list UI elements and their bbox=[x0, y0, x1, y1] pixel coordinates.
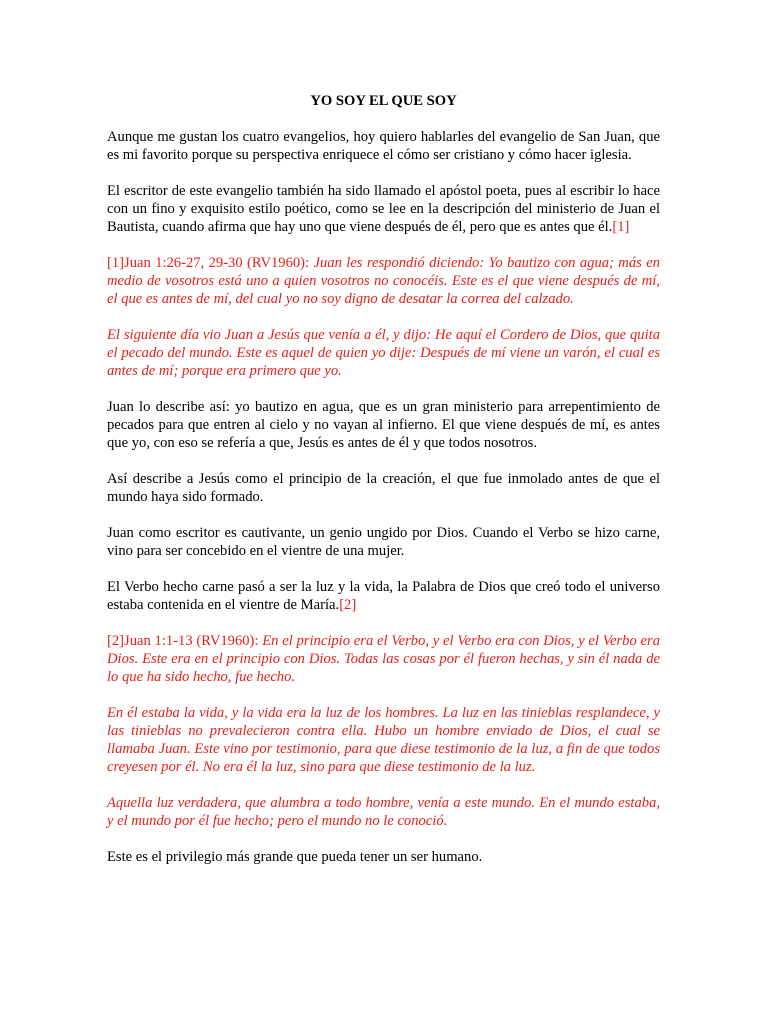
footnote-1 bbox=[107, 254, 660, 308]
footnote-1-continued bbox=[107, 326, 660, 380]
footnote-2-continued-a bbox=[107, 704, 660, 776]
footnote-2-citation: [2]Juan 1:1-13 (RV1960): bbox=[107, 633, 263, 649]
paragraph-text: El Verbo hecho carne pasó a ser la luz y la vida, la Palabra de Dios que creó todo el universo estaba contenida en el vientre de María. bbox=[107, 579, 660, 613]
footnote-ref-2[interactable]: [2] bbox=[339, 597, 357, 613]
footnote-1-citation: [1]Juan 1:26-27, 29-30 (RV1960): bbox=[107, 255, 314, 271]
paragraph-apostle-poet bbox=[107, 182, 660, 236]
footnote-2-verse-continued-b: Aquella luz verdadera, que alumbra a todo hombre, venía a este mundo. En el mundo estaba, y el mundo por él fue hecho; pero el mundo no le conoció. bbox=[107, 795, 660, 829]
paragraph-privilege: Este es el privilegio más grande que pueda tener un ser humano. bbox=[107, 849, 483, 865]
footnote-2-verse-continued-a: En él estaba la vida, y la vida era la luz de los hombres. La luz en las tinieblas resplandece, y las tinieblas no prevalecieron contra ella. Hubo un hombre enviado de Dios, el cual se llamaba Juan. Este vino por testimonio, para que diese testimonio de la luz, a fin de que todos creyesen por él. No era él la luz, sino para que diese testimonio de la luz. bbox=[107, 705, 660, 775]
paragraph-writer: Juan como escritor es cautivante, un genio ungido por Dios. Cuando el Verbo se hizo carne, vino para ser concebido en el vientre de una mujer. bbox=[107, 525, 660, 559]
paragraph-creation: Así describe a Jesús como el principio de la creación, el que fue inmolado antes de que el mundo haya sido formado. bbox=[107, 471, 660, 505]
footnote-1-verse: Juan les respondió diciendo: Yo bautizo con agua; más en medio de vosotros está uno a quien vosotros no conocéis. Este es el que viene después de mí, el que es antes de mí, del cual yo no soy digno de desatar la correa del calzado. bbox=[107, 255, 660, 307]
footnote-2-continued-b bbox=[107, 794, 660, 830]
paragraph-intro: Aunque me gustan los cuatro evangelios, hoy quiero hablarles del evangelio de San Juan, que es mi favorito porque su perspectiva enriquece el cómo ser cristiano y cómo hacer iglesia. bbox=[107, 129, 660, 163]
document-page bbox=[107, 92, 660, 884]
footnote-1-verse-continued: El siguiente día vio Juan a Jesús que venía a él, y dijo: He aquí el Cordero de Dios, que quita el pecado del mundo. Este es aquel de quien yo dije: Después de mí viene un varón, el cual es antes de mí; porque era primero que yo. bbox=[107, 327, 660, 379]
document-title: YO SOY EL QUE SOY bbox=[310, 93, 457, 109]
footnote-ref-1[interactable]: [1] bbox=[612, 219, 630, 235]
paragraph-baptism: Juan lo describe así: yo bautizo en agua, que es un gran ministerio para arrepentimiento de pecados para que entren al cielo y no vayan al infierno. El que viene después de mí, es antes que yo, con eso se refería a que, Jesús es antes de él y que todos nosotros. bbox=[107, 399, 660, 451]
paragraph-word-made-flesh bbox=[107, 578, 660, 614]
footnote-2-verse: En el principio era el Verbo, y el Verbo era con Dios, y el Verbo era Dios. Este era en el principio con Dios. Todas las cosas por él fueron hechas, y sin él nada de lo que ha sido hecho, fue hecho. bbox=[107, 633, 661, 685]
paragraph-text: El escritor de este evangelio también ha sido llamado el apóstol poeta, pues al escribir lo hace con un fino y exquisito estilo poético, como se lee en la descripción del ministerio de Juan el Bautista, cuando afirma que hay uno que viene después de él, pero que es antes que él. bbox=[107, 183, 660, 235]
footnote-2 bbox=[107, 632, 660, 686]
